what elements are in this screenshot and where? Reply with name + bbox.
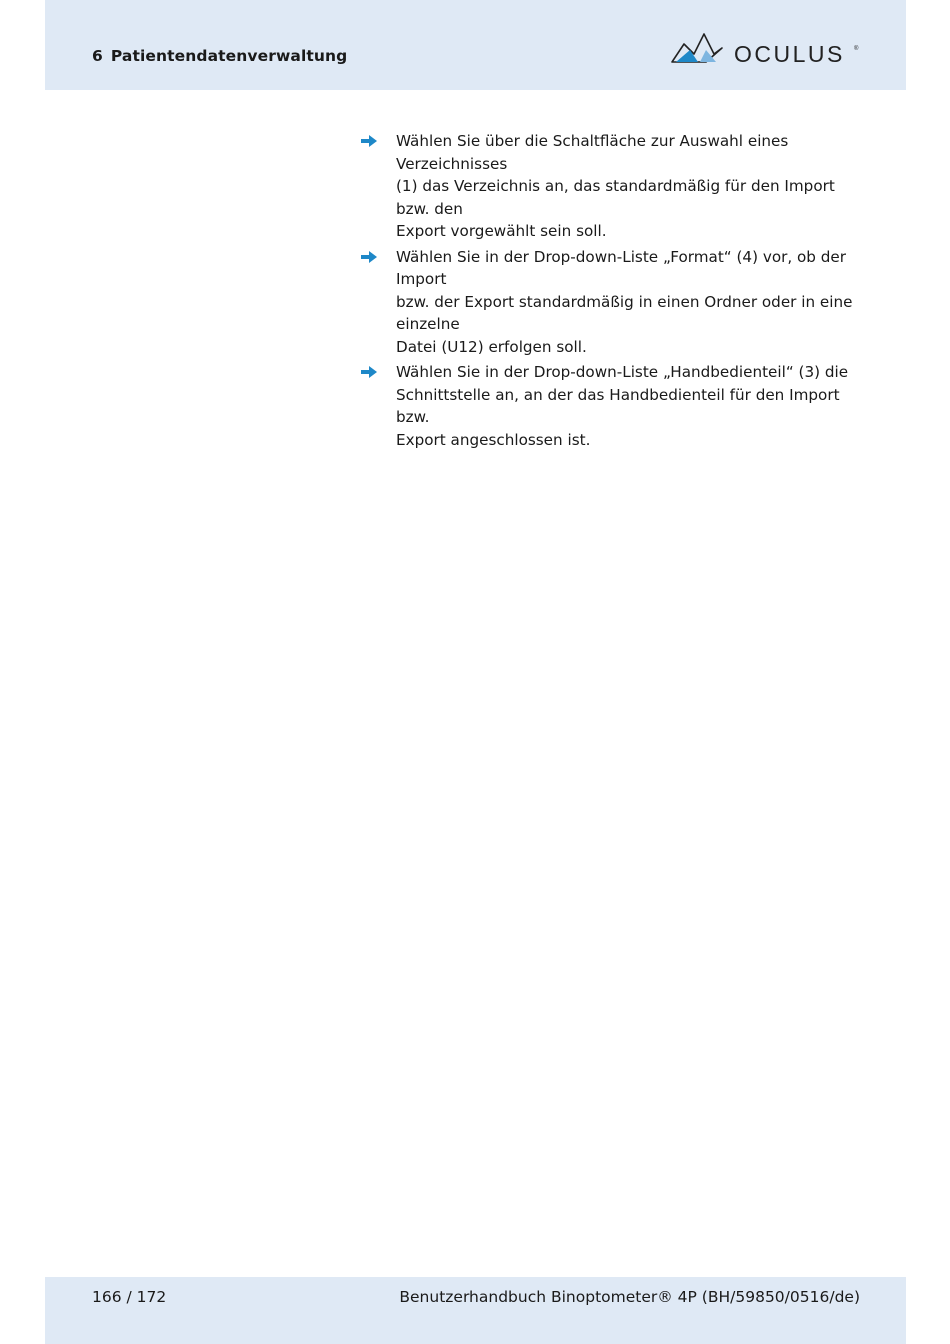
step-line: Schnittstelle an, an der das Handbedienteil für den Import bzw. (396, 385, 840, 426)
step-line: Wählen Sie in der Drop-down-Liste „Handbedienteil“ (3) die (396, 363, 849, 381)
step-line: Export angeschlossen ist. (396, 430, 591, 449)
svg-text:®: ® (854, 46, 859, 52)
step-line: Datei (U12) erfolgen soll. (396, 337, 587, 356)
instruction-step (360, 361, 870, 451)
step-line: Wählen Sie in der Drop-down-Liste „Format“ (4) vor, ob der Import (396, 247, 847, 288)
right-arrow-icon (360, 134, 378, 148)
page-number: 166 / 172 (92, 1288, 167, 1306)
step-line: Wählen Sie über die Schaltfläche zur Auswahl eines Verzeichnisses (396, 132, 789, 173)
chapter-title: Patientendatenverwaltung (110, 47, 348, 65)
step-line: (1) das Verzeichnis an, das standardmäßig für den Import bzw. den (396, 177, 835, 218)
instruction-step (360, 130, 870, 243)
logo-text: OCULUS (734, 41, 845, 67)
right-arrow-icon (360, 250, 378, 264)
manual-title: Benutzerhandbuch Binoptometer® 4P (BH/59850/0516/de) (399, 1288, 860, 1306)
right-arrow-icon (360, 365, 378, 379)
chapter-number: 6 (92, 47, 103, 65)
instruction-list (360, 130, 870, 454)
step-line: Export vorgewählt sein soll. (396, 222, 607, 240)
instruction-step (360, 246, 870, 359)
oculus-logo (670, 28, 862, 68)
step-line: bzw. der Export standardmäßig in einen Ordner oder in eine einzelne (396, 292, 853, 333)
chapter-heading (92, 47, 347, 65)
